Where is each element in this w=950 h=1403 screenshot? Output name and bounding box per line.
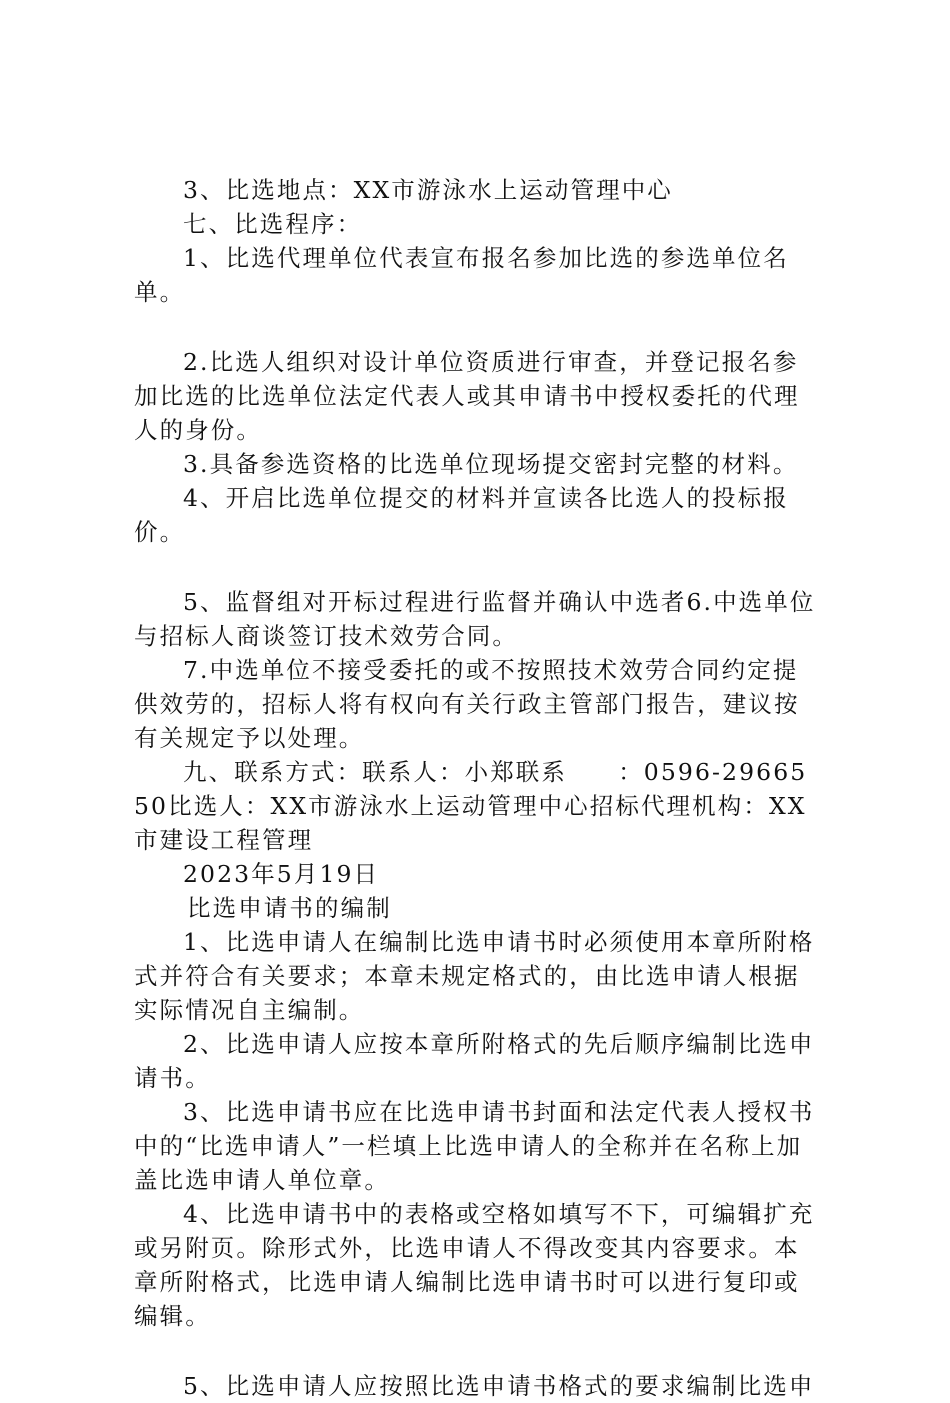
- paragraph-contact: 九、联系方式：联系人：小郑联系 ：0596-2966550比选人：XX市游泳水上运动管理中心招标代理机构：XX市建设工程管理: [134, 758, 808, 854]
- paragraph-date: 2023年5月19日: [183, 860, 380, 888]
- paragraph-application-5: 5、比选申请人应按照比选申请书格式的要求编制比选申: [183, 1372, 815, 1400]
- paragraph-application-4: 4、比选申请书中的表格或空格如填写不下，可编辑扩充或另附页。除形式外，比选申请人不得改变其内容要求。本章所附格式，比选申请人编制比选申请书时可以进行复印或编辑。: [134, 1200, 815, 1330]
- heading-application-preparation: 比选申请书的编制: [187, 894, 392, 922]
- paragraph-procedure-4: 4、开启比选单位提交的材料并宣读各比选人的投标报价。: [134, 484, 789, 546]
- paragraph-procedure-5: 5、监督组对开标过程进行监督并确认中选者6.中选单位与招标人商谈签订技术效劳合同。: [134, 588, 816, 650]
- paragraph-application-1: 1、比选申请人在编制比选申请书时必须使用本章所附格式并符合有关要求；本章未规定格式的，由比选申请人根据实际情况自主编制。: [134, 928, 815, 1024]
- heading-procedure: 七、比选程序：: [183, 210, 363, 238]
- paragraph-location: 3、比选地点：XX市游泳水上运动管理中心: [183, 176, 673, 204]
- paragraph-application-3: 3、比选申请书应在比选申请书封面和法定代表人授权书中的“比选申请人”一栏填上比选申请人的全称并在名称上加盖比选申请人单位章。: [134, 1098, 815, 1194]
- paragraph-application-2: 2、比选申请人应按本章所附格式的先后顺序编制比选申请书。: [134, 1030, 815, 1092]
- paragraph-procedure-7: 7.中选单位不接受委托的或不按照技术效劳合同约定提供效劳的，招标人将有权向有关行政主管部门报告，建议按有关规定予以处理。: [134, 656, 800, 752]
- document-body: [134, 173, 824, 1403]
- paragraph-procedure-1: 1、比选代理单位代表宣布报名参加比选的参选单位名单。: [134, 244, 789, 306]
- paragraph-procedure-2: 2.比选人组织对设计单位资质进行审查，并登记报名参加比选的比选单位法定代表人或其申请书中授权委托的代理人的身份。: [134, 348, 800, 444]
- paragraph-procedure-3: 3.具备参选资格的比选单位现场提交密封完整的材料。: [183, 450, 799, 478]
